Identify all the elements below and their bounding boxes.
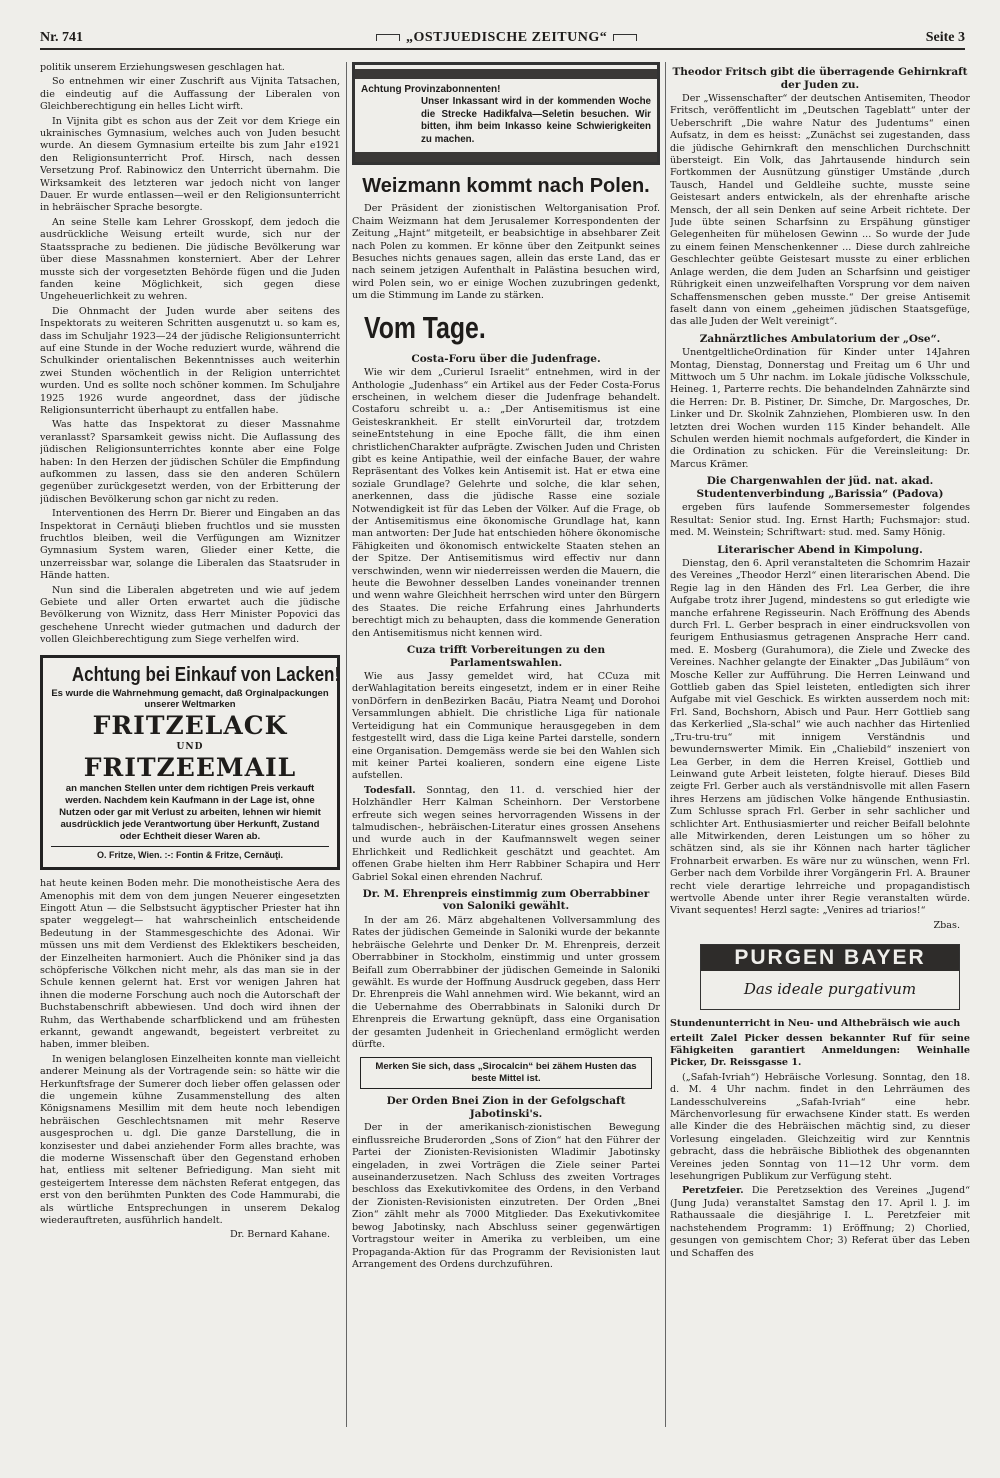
paragraph: UnentgeltlicheOrdination für Kinder unter 14Jahren Montag, Dienstag, Donnerstag und Freitag um 6 Uhr und Mittwoch um 5 Uhr nachm. im Lokale jüdische Volksschule, Heineg. 1, Parterre rechts. Die behandelnden Zahnärzte sind die Herren: Dr. B. Pistiner, Dr. Simche, Dr. Margosches, Dr. Linker und Dr. Skolnik Zahnziehen, Plombieren usw. In den letzten drei Wochen wurden 115 Kinder behandelt. Alle Schulen werden hiemit nochmals aufgefordert, die Kinder in die Ordination zu schicken. Für die Vereinsleitung: Dr. Marcus Krämer. — [670, 347, 970, 470]
weizmann-headline: Weizmann kommt nach Polen. — [362, 175, 650, 198]
ad-headline: Achtung bei Einkauf von Lacken! — [71, 663, 340, 686]
paragraph: hat heute keinen Boden mehr. Die monotheistische Aera des Amenophis mit dem von dem jungen Neuerer eingesetzten Eingott Atun — die Selbstsucht ägyptischer Priester hat ihn spater weggelegt— hat wahrscheinlich entscheidende Bedeutung in der Stammesgeschichte des Adonai. Wir müssen uns mit dem Verdienst des Eklektikers bescheiden, der Einzelheiten harmoniert. Auch die Phöniker sind ja das schöpferische Völkchen nicht mehr, als das man sie in der Schule kennen gelernt hat. Erst vor wenigen Jahren hat ihnen die moderne Forschung auch noch die Autorschaft der Buchstabenschrift abbewiesen. Und doch wird ihnen der Ruhm, das Werthabende scharfblickend und am frühesten erkannt, gewandt angewandt, begeistert verbreitet zu haben, immer bleiben. — [40, 878, 340, 1051]
page-number: Seite 3 — [925, 30, 965, 45]
column-2 — [352, 62, 660, 1427]
page-header — [40, 24, 965, 52]
sirocalcin-ad: Merken Sie sich, dass „Sirocalcin“ bei zähem Husten das beste Mittel ist. — [360, 1057, 652, 1089]
article-title: Dr. M. Ehrenpreis einstimmig zum Oberrabbiner von Saloniki gewählt. — [362, 887, 650, 913]
article-title: Der Orden Bnei Zion in der Gefolgschaft Jabotinski's. — [386, 1095, 626, 1120]
notice-bar — [355, 152, 657, 162]
paragraph: In der am 26. März abgehaltenen Vollversammlung des Rates der jüdischen Gemeinde in Saloniki wurde der bekannte hebräische Gelehrte und Denker Dr. M. Ehrenpreis, derzeit Oberrabbiner in Stockholm, einstimmig und unter grossem Beifall zum Oberrabbiner der jüdischen Gemeinde in Saloniki gewählt. Es wurde der Hoffnung Ausdruck gegeben, dass Herr Dr. Ehrenpreis die Wahl annehmen wird. Wie bekannt, wird an die Uebernahme des Oberrabbinats in Saloniki durch Dr Ehrenpreis die Erwartung geknüpft, dass eine Organisation der gesamten Judenheit in Griechenland ermöglicht werden dürfte. — [352, 914, 660, 1051]
ad-und: UND — [176, 741, 204, 752]
article-title: Literarischer Abend in Kimpolung. — [717, 543, 923, 556]
paragraph: Interventionen des Herrn Dr. Bierer und Eingaben an das Inspektorat in Cernăuţi blieben fruchtlos und sie mussten fruchtlos bleiben, weil die Verfügungen am Wiznitzer Gymnasium System waren, Glieder einer Kette, die unzerreissbar war, solange die Liberalen das Staatsruder in Hände hatten. — [40, 508, 340, 582]
author-signature: Zbas. — [933, 919, 960, 931]
inline-body: Die Peretzsektion des Vereines „Jugend“ (Jung Juda) veranstaltet Samstag den 17. April l. J. im Rathaussaale die diesjährige I. L. Peretzfeier mit nachstehendem Programm: 1) Eröffnung; 2) Chorlied, gesungen von gemischtem Chor; 3) Referat über das Leben und Schaffen des — [670, 1185, 970, 1259]
paragraph: In wenigen belanglosen Einzelheiten konnte man vielleicht anderer Meinung als der Vortragende sein: so hätte wir die Herkunftsfrage der Sumerer doch lieber offen gelassen oder die ungemein kühne Zusammenstellung des alten Königsnamens Mesillim mit dem heute noch lebendigen hebräischen Geschlechtsnamen mit mehr Reserve ausgesprochen u. dgl. Die ganze Darstellung, die in konzisester und dabei anziehender Form alles brachte, was die moderne Wissenschaft über den Gegenstand erhoben hat, entliess mit seltener Befriedigung. Man sieht mit gesteigertem Interesse dem nächsten Referat entgegen, das erst von den berühmten Punkten des Code Hammurabi, die als würtliche Entsprechungen in unserem Dekalog wiederauftreten, ausführlich handelt. — [40, 1053, 340, 1227]
ad-brand-fritzeemail: FRITZEEMAIL — [83, 753, 297, 783]
newspaper-title — [370, 30, 643, 46]
ad-brand-fritzelack: FRITZELACK — [92, 710, 288, 740]
paragraph: So entnehmen wir einer Zuschrift aus Vijnita Tatsachen, die eindeutig auf die Auffassung der Liberalen von Gleichberechtigung ein helles Licht wirft. — [40, 76, 340, 113]
ornament-left-icon — [376, 34, 400, 41]
paragraph: Was hatte das Inspektorat zu dieser Massnahme veranlasst? Sparsamkeit gewiss nicht. Die Auflassung des jüdischen Religionsunterrichtes konnte aber eine Folge haben: In den Herzen der jüdischen Schüler die Empfindung aufkommen zu lassen, dass sie den anderen Schülern gegenüber zurückgesetzt werden, von der Erbitterung der jüdischen Bevölkerung schon gar nicht zu reden. — [40, 419, 340, 505]
column-3 — [670, 62, 970, 1427]
article-title: Costa-Foru über die Judenfrage. — [411, 352, 601, 365]
section-title-vom-tage: Vom Tage. — [364, 309, 486, 345]
header-rule — [40, 48, 965, 50]
stunden-body: erteilt Zalel Picker dessen bekannter Ruf für seine Fähigkeiten garantiert Anmeldungen: Weinhalle Picker, Dr. Reissgasse 1. — [670, 1032, 970, 1069]
purgen-tagline: Das ideale purgativum — [743, 980, 917, 999]
article-title: Theodor Fritsch gibt die überragende Gehirnkraft der Juden zu. — [672, 66, 968, 91]
inline-title: Todesfall. — [364, 784, 416, 796]
paragraph: In Vijnita gibt es schon aus der Zeit vor dem Kriege ein ukrainisches Gymnasium, welches auch von Juden besucht wurde. An diesem Gymnasium erteilte bis zum Jahr e1921 den Religionsunterricht Prof. Hirsch, nach dessen Versetzung Prof. Rabinowicz den Unterricht übernahm. Die Wirksamkeit des letzteren war jedoch nicht von langer Dauer. Er wurde entlassen—weil er den Religionsunterricht in hebräischer Sprache besorgte. — [40, 115, 340, 214]
notice-bar — [355, 69, 657, 79]
article-title: Die Chargenwahlen der jüd. nat. akad. Studentenverbindung „Barissia“ (Padova) — [696, 475, 944, 500]
author-signature: Dr. Bernard Kahane. — [229, 1229, 330, 1241]
paragraph: Wie aus Jassy gemeldet wird, hat CCuza mit derWahlagitation bereits eingesetzt, indem er in einer Reihe vonDörfern in denBezirken Bacău, Piatra Neamţ und Dorohoi Versammlungen abhielt. Die christliche Liga für nationale Verteidigung hat ein Communique herausgegeben in dem festgestellt wird, dass die Liga keine Partei darstelle, sondern eine Organisation. Demgemäss werde sie bei den Wahlen sich mit keiner Partei koalieren, sondern eine eigene Liste aufstellen. — [352, 671, 660, 782]
paragraph: Nun sind die Liberalen abgetreten und wie auf jedem Gebiete und aller Orten erwartet auch die jüdische Bevölkerung von Wiznitz, dass Herr Minister Popovici das geschehene Unrecht wieder gutmachen und dadurch der vollen Gleichberechtigung zum Siege verhelfen wird. — [40, 584, 340, 646]
issue-number: Nr. 741 — [40, 30, 84, 45]
paragraph: („Safah-Ivriah“) Hebräische Vorlesung. Sonntag, den 18. d. M. 4 Uhr nachm. findet in den Lehrräumen des Landesschulvereins „Safah-Ivriah“ eine hebr. Märchenvorlesung für erwachsene Kinder statt. Es werden alle Kinder die des Hebräischen mächtig sind, zu dieser Vorlesung eingeladen. Gleichzeitig wird zur Kenntnis gebracht, dass die hebräische Bibliothek des obgenannten Vereines jeden Sonntag von 11—12 Uhr vorm. dem lesehungrigen Publikum zur Verfügung steht. — [670, 1071, 970, 1183]
stunden-title: Stundenunterricht in Neu- und Althebräisch wie auch — [670, 1018, 961, 1030]
purgen-bayer-ad — [700, 944, 960, 1010]
newspaper-title-text: „OSTJUEDISCHE ZEITUNG“ — [406, 30, 608, 45]
paragraph: Wie wir dem „Curierul Israelit“ entnehmen, wird in der Anthologie „Judenhass“ ein Artikel aus der Feder Costa-Forus erscheinen, in welchem dieser die Judenfrage behandelt. Costaforu schreibt u. a.: „Der Antisemitismus ist eine Geisteskrankheit. Er stellt einVorurteil dar, trotzdem seineEntstehung in eine Epoche fällt, die ihm einen christlichenCharakter aufprägte. Zwischen Juden und Christen gibt es keine Antipathie, weil der einfache Bauer, der wahre Repräsentant des Volkes kein Antisemit ist. Hat er etwa eine soziale Grundlage? Gelehrte und solche, die klar sehen, anerkennen, dass die jüdische Rasse eine soziale Notwendigkeit ist für das Leben der Völker. Auf die Frage, ob der Antisemitismus eine ökonomische Grundlage hat, kann man antworten: Der Jude hat entschieden höhere ökonomische Fähigkeiten und ökonomisch entwickelte Staaten stehen an der Spitze. Der Antisemitismus wird effectiv nur dann verschwinden, wenn wir niederreissen werden die Mauern, die heute die Bewohner desselben Landes voneinander trennen und wenn wahre Gleichheit herrschen wird unter den Bürgern des Staates. Die reiche Erfahrung eines Jahrhunderts berechtigt mich zu behaupten, dass die kommende Generation den Antisemitismus nicht kennen wird. — [352, 367, 660, 639]
paragraph — [352, 785, 660, 884]
ornament-right-icon — [613, 34, 637, 41]
article-title: Zahnärztliches Ambulatorium der „Ose“. — [699, 332, 941, 345]
notice-body: Unser Inkassant wird in der kommenden Woche die Strecke Hadikfalva—Seletin besuchen. Wir bitten, ihm beim Inkasso keine Schwierigkeiten zu machen. — [421, 96, 651, 145]
inline-title: Peretzfeier. — [682, 1185, 744, 1197]
paragraph: Dienstag, den 6. April veranstalteten die Schomrim Hazair des Vereines „Theodor Herzl“ einen literarischen Abend. Die Regie lag in den Händen des Frl. Lea Gerber, die ihre Aufgabe trotz ihrer Jugend, mindestens so gut erledigte wie manche erfahrene Regisseurin. Nach Eröffnung des Abends durch Frl. L. Gerber besprach in einer eindrucksvollen von feurigem Enthusiasmus getragenen Ansprache Herr cand. med. E. Mosberg (Gurahumora), die Ziele und Zwecke des Vereines. Nachher gelangte der Einakter „Das Jubiläum“ von Mosche Keller zur Aufführung. Die Herren Leinwand und Gottlieb gaben das Spiel leisteten, entledigten sich ihrer Aufgabe mit viel Geschick. Es wirkten ausserdem noch mit: Frl. Sand, Bochshorn, Abisch und Paur. Herr Gottlieb sang das Kerkerlied „Sla-schal“ wie auch nachher das Hirtenlied „Tru-tru-tru“ mit innigem Verständnis und bewundernswerter Mimik. Ein „Chaliebild“ inszeniert von Lea Gerber, in dem die Herren Kreisel, Gottlieb und Leinwand gute Arbeit leisteten, folgte hierauf. Dieses Bild zeigte Frl. Gerber auch als verständnisvolle mit allen Fasern ihres Herzens am jüdischen Volke hängende Enthusiastin. Zum Schlusse sprach Frl. Gerber in sehr sachlicher und schlichter Art. Enthusiasmierter und reicher Beifall belohnte alle Mitwirkenden, deren Leistungen um so höher zu schätzen sind, als sie ihr Können nach harter täglicher Frohnarbeit erwarben. Es wäre nur zu wünschen, wenn Frl. Gerber nach dem Vorbilde ihrer Vorgängerin Frl. A. Brauner recht viele derartige lehrreiche und propagandistisch wertvolle Abende unter ihrer Regie veranstalten würde. Vivant sequentes! Herzl sagte: „Venires ad triarios!“ — [670, 558, 970, 917]
paragraph: ergeben fürs laufende Sommersemester folgendes Resultat: Senior stud. Ing. Ernst Harth; Fuchsmajor: stud. med. M. Weinstein; Schriftwart: stud. med. Samy Hönig. — [670, 502, 970, 539]
column-1 — [40, 62, 340, 1427]
ad-intro: Es wurde die Wahrnehmung gemacht, daß Orginalpackungen unserer Weltmarken — [51, 687, 329, 711]
purgen-brand: PURGEN BAYER — [701, 945, 959, 971]
paragraph: An seine Stelle kam Lehrer Grosskopf, dem jedoch die ausdrückliche Weisung erteilt wurde, sich nur der Staatssprache zu bedienen. Die jüdische Bevölkerung war über diese Massnahmen konsterniert. Aber der Lehrer musste sich der vorgesetzten Behörde fügen und die Juden fanden keine Möglichkeit, sich gegen diese Ungeheuerlichkeit zu wehren. — [40, 216, 340, 303]
column-divider — [346, 62, 347, 1427]
paragraph: Der in der amerikanisch-zionistischen Bewegung einflussreiche Bruderorden „Sons of Zion“ hat den Führer der Partei der Zionisten-Revisionisten Wladimir Jabotinsky eingeladen, in zwei Vorträgen die Ziele seiner Partei auseinanderzusetzen. Nach Schluss des zweiten Vortrages beschloss das Exekutivkomitee des Ordens, in den Verband der Zionisten-Revisionisten einzutreten. Der Orden „Bnei Zion“ zählt mehr als 7000 Mitglieder. Das Exekutivkomitee bewog Jabotinsky, nach Abschluss seiner gegenwärtigen Vortragstour weiter in Amerika zu verbleiben, um eine Propaganda-Aktion für das Programm der Revisionisten laut Arrangement des Ordens durchzuführen. — [352, 1122, 660, 1270]
ad-body: an manchen Stellen unter dem richtigen Preis verkauft werden. Nachdem kein Kaufmann in der Lage ist, ohne Nutzen oder gar mit Verlust zu arbeiten, lehnen wir hiemit ausdrücklich jede Verantwortung über Herkunft, Zustand oder Echtheit dieser Waren ab. — [59, 783, 321, 843]
paragraph: Die Ohnmacht der Juden wurde aber seitens des Inspektorats zu weiteren Schritten ausgenutzt u. so kam es, dass im Schuljahr 1923—24 der jüdische Religionsunterricht auf eine Stunde in der Woche reduziert wurde, während die Schulkinder orientalischen Bekenntnisses auch weiterhin zwei Stunden wöchentlich in der Religion unterrichtet wurden. Und es sollte noch schöner kommen. Im Schuljahre 1925 1926 wurde angeordnet, dass der jüdische Religionsunterricht überhaupt zu entfallen habe. — [40, 305, 340, 416]
paragraph — [670, 1185, 970, 1259]
paragraph: Der Präsident der zionistischen Weltorganisation Prof. Chaim Weizmann hat dem Jerusalemer Korrespondenten der Zeitung „Hajnt“ mitgeteilt, er beabsichtige in absehbarer Zeit nach Polen zu kommen. Er könne über den Zeitpunkt seines Besuches nichts genaues sagen, allein das erste Land, das er nach seinem jetzigen Aufenthalt in Palästina besuchen wird, wird Polen sein, wo er einige Wochen zuzubringen gedenkt, um die Stimmung im Lande zu stärken. — [352, 203, 660, 302]
column-divider — [665, 62, 666, 1427]
notice-title: Achtung Provinzabonnenten! — [361, 84, 501, 95]
provinz-notice — [352, 62, 660, 165]
article-title: Cuza trifft Vorbereitungen zu den Parlamentswahlen. — [406, 644, 606, 669]
paragraph: politik unserem Erziehungswesen geschlagen hat. — [40, 62, 285, 73]
paragraph: Der „Wissenschafter“ der deutschen Antisemiten, Theodor Fritsch, veröffentlicht im „Deutschen Tageblatt“ unter der Ueberschrift „Die wahre Natur des Judentums“ einen Aufsatz, in dem es heisst: „Zunächst sei zugestanden, dass die jüdische Gehirnkraft den menschlichen Durchschnitt übersteigt. Ein Volk, das Jahrtausende hindurch sein Fortkommen der Ausnützung günstiger Umstände ,durch Tausch, Handel und Geldleihe suchte, musste seine Geistesart anders entwickeln, als der ehrenhafte arische Mensch, der all sein Denken auf seine Arbeit richtete. Der Jude übte seinen Scharfsinn zu Erspähung günstiger Gelegenheiten für mühelosen Gewinn ... So wurde der Jude zu einem feinen Menschenkenner ... Diese durch zahlreiche Geschlechter geübte Geistesart musste zu einer erblichen Anlage werden, die dem Juden an Scharfsinn und geistiger Rührigkeit einen unzweifelhaften Vorsprung vor dem naiven Schaffensmenschen geben musste.“ Der greise Antisemit faselt dann von einem „geheimen jüdischen Staatsgefüge, das alle Juden der Welt vereinigt“. — [670, 93, 970, 328]
ad-footer: O. Fritze, Wien. :-: Fontin & Fritze, Cernăuţi. — [51, 846, 329, 861]
fritze-advertisement — [40, 655, 340, 870]
inline-body: Sonntag, den 11. d. verschied hier der Holzhändler Herr Kalman Scheinhorn. Der Verstorbene erfreute sich wegen seines hervorragenden Wissens in der talmudischen-, hebräischen-Literatur eines grossen Ansehens und wurde auch in der Kaufmannswelt wegen seiner Ehrlichkeit und Redlichkeit geschätzt und geachtet. Am offenen Grabe hielten ihm Herr Rabbiner Schapira und Herr Gabriel Sokal einen ehrenden Nachruf. — [352, 784, 660, 883]
